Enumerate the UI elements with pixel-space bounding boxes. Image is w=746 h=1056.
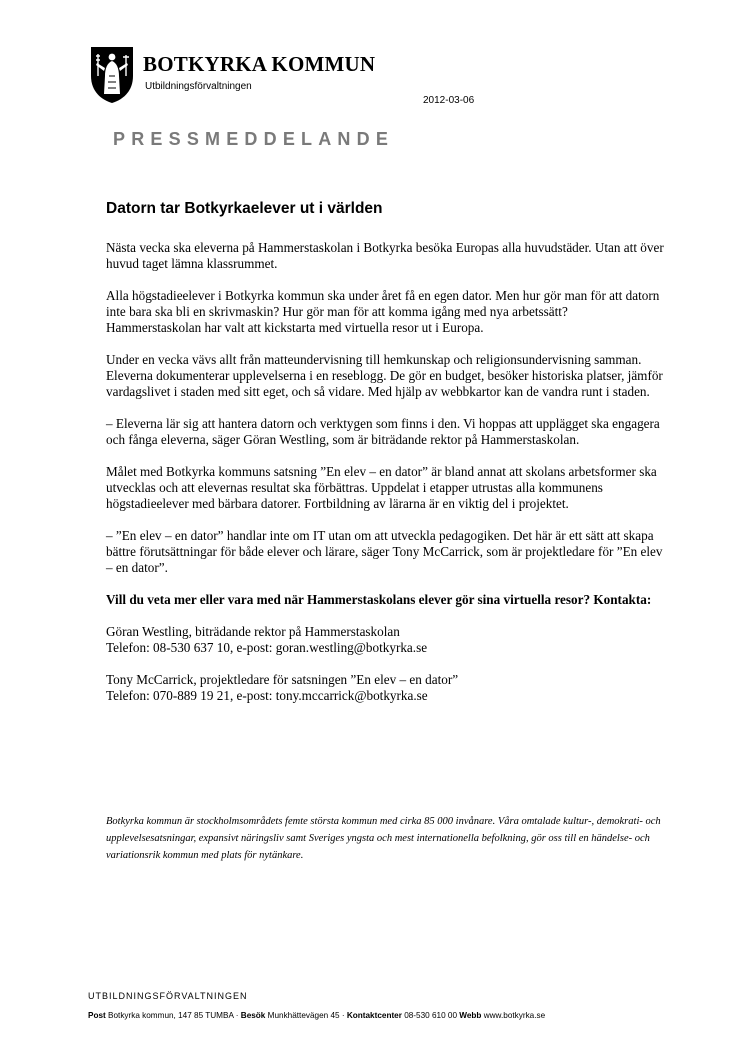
paragraph: Alla högstadieelever i Botkyrka kommun ska under året få en egen dator. Men hur gör man för att datorn inte bara ska bli en skrivmaskin? Hur gör man för att komma igång med nya arbetssätt? Hammerstaskolan har valt att kickstarta med virtuella resor ut i Europa.	[106, 288, 660, 335]
contact-name: Göran Westling, biträdande rektor på Hammerstaskolan	[106, 624, 400, 639]
paragraph: – ”En elev – en dator” handlar inte om IT utan om att utveckla pedagogiken. Det här är ett sätt att skapa bättre förutsättningar för både elever och lärare, säger Tony McCarrick, som är projektledare för ”En elev – en dator”.	[106, 528, 663, 575]
footer-web-value: www.botkyrka.se	[483, 1011, 546, 1020]
paragraph: Under en vecka vävs allt från matteundervisning till hemkunskap och religionsundervisning samman. Eleverna dokumenterar upplevelserna i en reseblogg. De gör en budget, besöker historiska platser, jämför vardagslivet i staden med sitt eget, och så vidare. Med hjälp av webbkartor kan de vandra runt i staden.	[106, 352, 663, 399]
coat-of-arms-icon	[90, 46, 134, 104]
footer-post-label: Post	[88, 1011, 106, 1020]
footer-visit-value: Munkhättevägen 45	[267, 1011, 340, 1020]
footer-separator: ·	[341, 1011, 345, 1020]
contact-block	[106, 672, 666, 704]
footer-contact-line	[88, 1011, 545, 1020]
footer-contact-label: Kontaktcenter	[346, 1011, 402, 1020]
paragraph: – Eleverna lär sig att hantera datorn och verktygen som finns i den. Vi hoppas att upplägget ska engagera och fånga eleverna, säger Göran Westling, som är biträdande rektor på Hammerstaskolan.	[106, 416, 660, 447]
contact-heading: Vill du veta mer eller vara med när Hammerstaskolans elever gör sina virtuella resor? Kontakta:	[106, 592, 652, 607]
footer-visit-label: Besök	[240, 1011, 266, 1020]
footer-separator: ·	[235, 1011, 239, 1020]
footer-post-value: Botkyrka kommun, 147 85 TUMBA	[108, 1011, 234, 1020]
headline: Datorn tar Botkyrkaelever ut i världen	[106, 200, 383, 217]
org-name: BOTKYRKA KOMMUN	[143, 52, 376, 76]
department-name: Utbildningsförvaltningen	[145, 81, 252, 92]
contact-phone-email: Telefon: 08-530 637 10, e-post: goran.westling@botkyrka.se	[106, 640, 428, 655]
footer-contact-value: 08-530 610 00	[404, 1011, 458, 1020]
press-date: 2012-03-06	[423, 95, 475, 106]
contact-name: Tony McCarrick, projektledare för satsningen ”En elev – en dator”	[106, 672, 459, 687]
paragraph: Nästa vecka ska eleverna på Hammerstaskolan i Botkyrka besöka Europas alla huvudstäder. Utan att över huvud taget lämna klassrummet.	[106, 240, 664, 271]
document-type: PRESSMEDDELANDE	[113, 129, 395, 149]
contact-block	[106, 624, 666, 656]
paragraph: Målet med Botkyrka kommuns satsning ”En elev – en dator” är bland annat att skolans arbetsformer ska utvecklas och att elevernas resultat ska förbättras. Uppdelat i etapper utrustas alla kommunens högstadieelever med bärbara datorer. Fortbildning av lärarna är en viktig del i projektet.	[106, 464, 657, 511]
article-body	[106, 240, 666, 720]
footer-department: UTBILDNINGSFÖRVALTNINGEN	[88, 991, 248, 1001]
contact-phone-email: Telefon: 070-889 19 21, e-post: tony.mccarrick@botkyrka.se	[106, 688, 428, 703]
footer-web-label: Webb	[459, 1011, 482, 1020]
boilerplate: Botkyrka kommun är stockholmsområdets femte största kommun med cirka 85 000 invånare. Våra omtalade kultur-, demokrati- och upplevelsesatsningar, expansivt näringsliv samt Sveriges yngsta och mest internationella befolkning, gör oss till en händelse- och variationsrik kommun med plats för nytänkare.	[106, 816, 661, 861]
